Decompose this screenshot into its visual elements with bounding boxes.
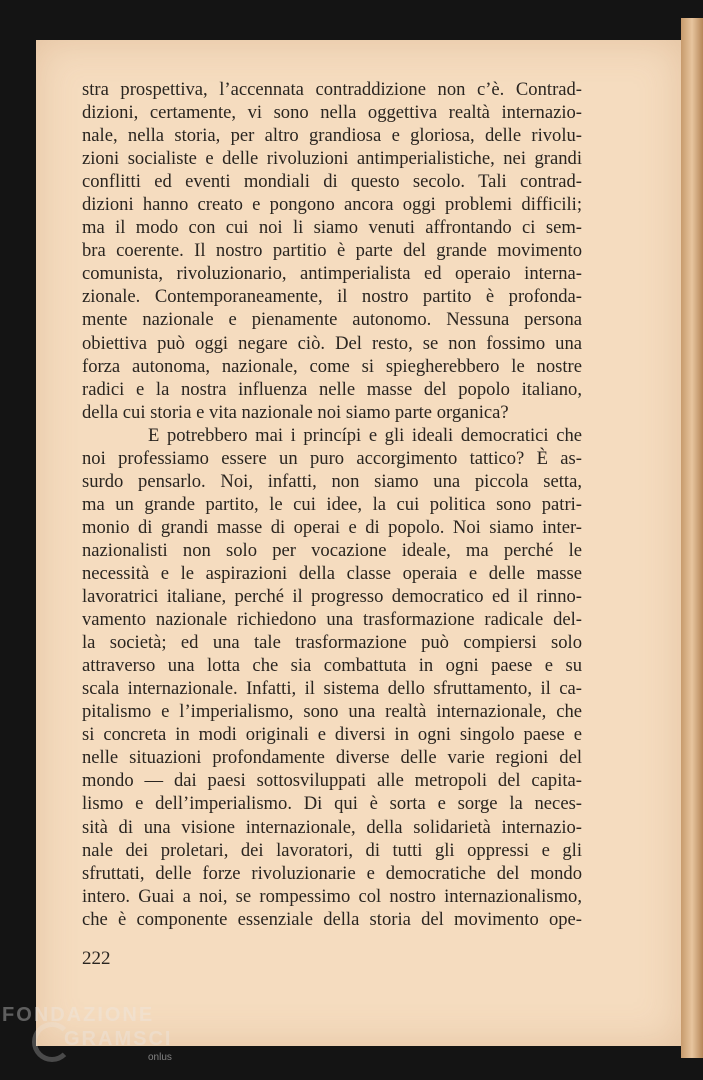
text-line: radici e la nostra influenza nelle masse del popolo italiano, bbox=[82, 378, 582, 400]
text-line: noi professiamo essere un puro accorgimento tattico? È as- bbox=[82, 447, 582, 469]
page-edge bbox=[681, 18, 703, 1058]
text-line: necessità e le aspirazioni della classe operaia e delle masse bbox=[82, 562, 582, 584]
text-line: dizioni hanno creato e pongono ancora oggi problemi difficili; bbox=[82, 194, 582, 216]
text-line: bra coerente. Il nostro partitio è parte del grande movimento bbox=[82, 240, 582, 262]
text-line: mente nazionale e pienamente autonomo. Nessuna persona bbox=[82, 309, 582, 331]
text-line: attraverso una lotta che sia combattuta in ogni paese e su bbox=[82, 655, 582, 677]
watermark-onlus: onlus bbox=[148, 1052, 172, 1063]
text-line: forza autonoma, nazionale, come si spiegherebbero le nostre bbox=[82, 355, 582, 377]
text-line: vamento nazionale richiedono una trasformazione radicale del- bbox=[82, 609, 582, 631]
text-line: ma il modo con cui noi li siamo venuti affrontando ci sem- bbox=[82, 217, 582, 239]
text-line: sfruttati, delle forze rivoluzionarie e democratiche del mondo bbox=[82, 862, 582, 884]
text-line: zioni socialiste e delle rivoluzioni antimperialistiche, nei grandi bbox=[82, 148, 582, 170]
text-line: obiettiva può oggi negare ciò. Del resto, se non fossimo una bbox=[82, 332, 582, 354]
page-number: 222 bbox=[82, 948, 111, 969]
body-text bbox=[82, 78, 582, 931]
text-line: la società; ed una tale trasformazione può compiersi solo bbox=[82, 632, 582, 654]
text-line: nale dei proletari, dei lavoratori, di tutti gli oppressi e gli bbox=[82, 839, 582, 861]
text-line: pitalismo e l’imperialismo, sono una realtà internazionale, che bbox=[82, 701, 582, 723]
text-line: zionale. Contemporaneamente, il nostro partito è profonda- bbox=[82, 286, 582, 308]
text-line: nale, nella storia, per altro grandiosa e gloriosa, delle rivolu- bbox=[82, 125, 582, 147]
watermark-line-1: FONDAZIONE bbox=[2, 1004, 155, 1026]
text-line: lavoratrici italiane, perché il progresso democratico ed il rinno- bbox=[82, 586, 582, 608]
text-line: stra prospettiva, l’accennata contraddizione non c’è. Contrad- bbox=[82, 79, 582, 100]
text-line: comunista, rivoluzionario, antimperialista ed operaio interna- bbox=[82, 263, 582, 285]
text-line: lismo e dell’imperialismo. Di qui è sorta e sorge la neces- bbox=[82, 793, 582, 815]
watermark-line-2: GRAMSCI bbox=[64, 1028, 173, 1050]
paragraph-first-line: E potrebbero mai i princípi e gli ideali democratici che bbox=[148, 424, 582, 446]
text-line: mondo — dai paesi sottosviluppati alle metropoli del capita- bbox=[82, 770, 582, 792]
text-line: si concreta in modi originali e diversi in ogni singolo paese e bbox=[82, 724, 582, 746]
text-line: della cui storia e vita nazionale noi siamo parte organica? bbox=[82, 401, 509, 423]
text-line: conflitti ed eventi mondiali di questo secolo. Tali contrad- bbox=[82, 171, 582, 193]
text-line: nelle situazioni profondamente diverse delle varie regioni del bbox=[82, 747, 582, 769]
fondazione-gramsci-watermark bbox=[2, 1000, 202, 1080]
text-line: ma un grande partito, le cui idee, la cui politica sono patri- bbox=[82, 493, 582, 515]
text-line: monio di grandi masse di operai e di popolo. Noi siamo inter- bbox=[82, 516, 582, 538]
text-line: intero. Guai a noi, se rompessimo col nostro internazionalismo, bbox=[82, 885, 582, 907]
text-line: dizioni, certamente, vi sono nella oggettiva realtà internazio- bbox=[82, 102, 582, 124]
text-line: sità di una visione internazionale, della solidarietà internazio- bbox=[82, 816, 582, 838]
text-line: che è componente essenziale della storia del movimento ope- bbox=[82, 908, 582, 930]
text-line: surdo pensarlo. Noi, infatti, non siamo una piccola setta, bbox=[82, 470, 582, 492]
text-line: nazionalisti non solo per vocazione ideale, ma perché le bbox=[82, 539, 582, 561]
text-line: scala internazionale. Infatti, il sistema dello sfruttamento, il ca- bbox=[82, 678, 582, 700]
